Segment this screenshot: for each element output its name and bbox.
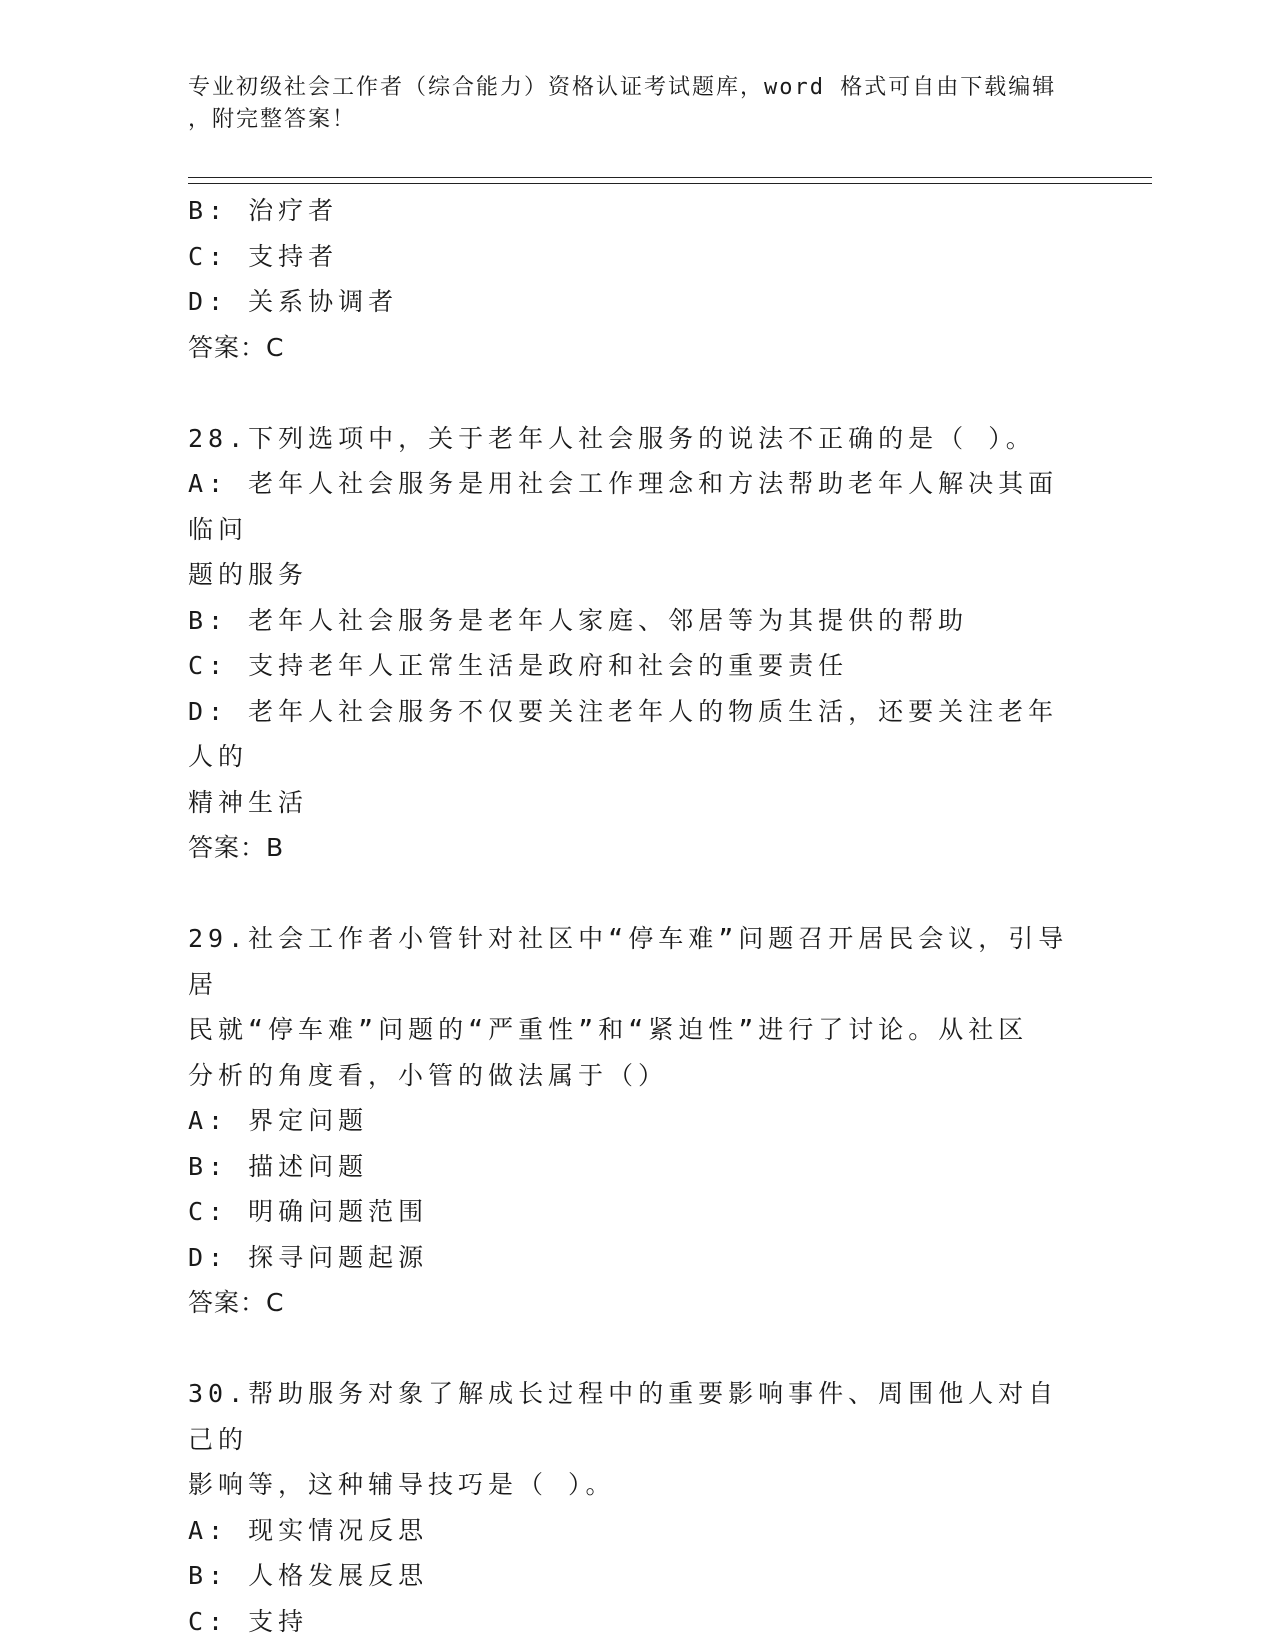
- previous-question-block: [188, 188, 1088, 370]
- question-28: [188, 416, 1088, 871]
- spacer: [188, 1326, 1088, 1372]
- option-b: B: 描述问题: [188, 1151, 369, 1181]
- question-stem: 28.下列选项中，关于老年人社会服务的说法不正确的是（ ）。: [188, 423, 1036, 453]
- option-b: B: 治疗者: [188, 196, 339, 225]
- option-d: D: 探寻问题起源: [188, 1242, 429, 1272]
- option-a-continued: 题的服务: [188, 560, 309, 589]
- option-c: C: 支持: [188, 1606, 309, 1636]
- option-a: A: 界定问题: [188, 1106, 369, 1135]
- question-content: [188, 188, 1088, 1644]
- option-b: B: 老年人社会服务是老年人家庭、邻居等为其提供的帮助: [188, 605, 969, 635]
- option-d: D: 老年人社会服务不仅要关注老年人的物质生活，还要关注老年人的: [188, 696, 1059, 771]
- answer-line: 答案：C: [188, 1288, 285, 1317]
- question-stem-continued: 分析的角度看，小管的做法属于（）: [188, 1060, 669, 1090]
- option-d-continued: 精神生活: [188, 787, 309, 817]
- header-rule-top: [188, 177, 1152, 178]
- question-30: [188, 1371, 1088, 1644]
- option-a: A: 现实情况反思: [188, 1515, 429, 1545]
- answer-line: 答案：B: [188, 833, 285, 862]
- spacer: [188, 370, 1088, 416]
- header-line-2: ，附完整答案！: [188, 107, 357, 132]
- option-c: C: 明确问题范围: [188, 1197, 429, 1226]
- question-stem: 29.社会工作者小管针对社区中“停车难”问题召开居民会议，引导居: [188, 924, 1069, 999]
- question-29: [188, 916, 1088, 1326]
- option-c: C: 支持老年人正常生活是政府和社会的重要责任: [188, 651, 849, 680]
- question-stem-continued: 影响等，这种辅导技巧是（ ）。: [188, 1470, 616, 1499]
- spacer: [188, 871, 1088, 917]
- option-b: B: 人格发展反思: [188, 1561, 429, 1590]
- option-d: D: 关系协调者: [188, 287, 399, 316]
- question-stem-continued: 民就“停车难”问题的“严重性”和“紧迫性”进行了讨论。从社区: [188, 1015, 1029, 1044]
- page-header: [188, 72, 1068, 136]
- header-rule-bottom: [188, 183, 1152, 184]
- header-line-1: 专业初级社会工作者（综合能力）资格认证考试题库，word 格式可自由下载编辑: [188, 75, 1057, 100]
- answer-line: 答案：C: [188, 332, 285, 362]
- option-c: C: 支持者: [188, 241, 339, 271]
- question-stem: 30.帮助服务对象了解成长过程中的重要影响事件、周围他人对自己的: [188, 1379, 1059, 1454]
- option-a: A: 老年人社会服务是用社会工作理念和方法帮助老年人解决其面临问: [188, 469, 1059, 544]
